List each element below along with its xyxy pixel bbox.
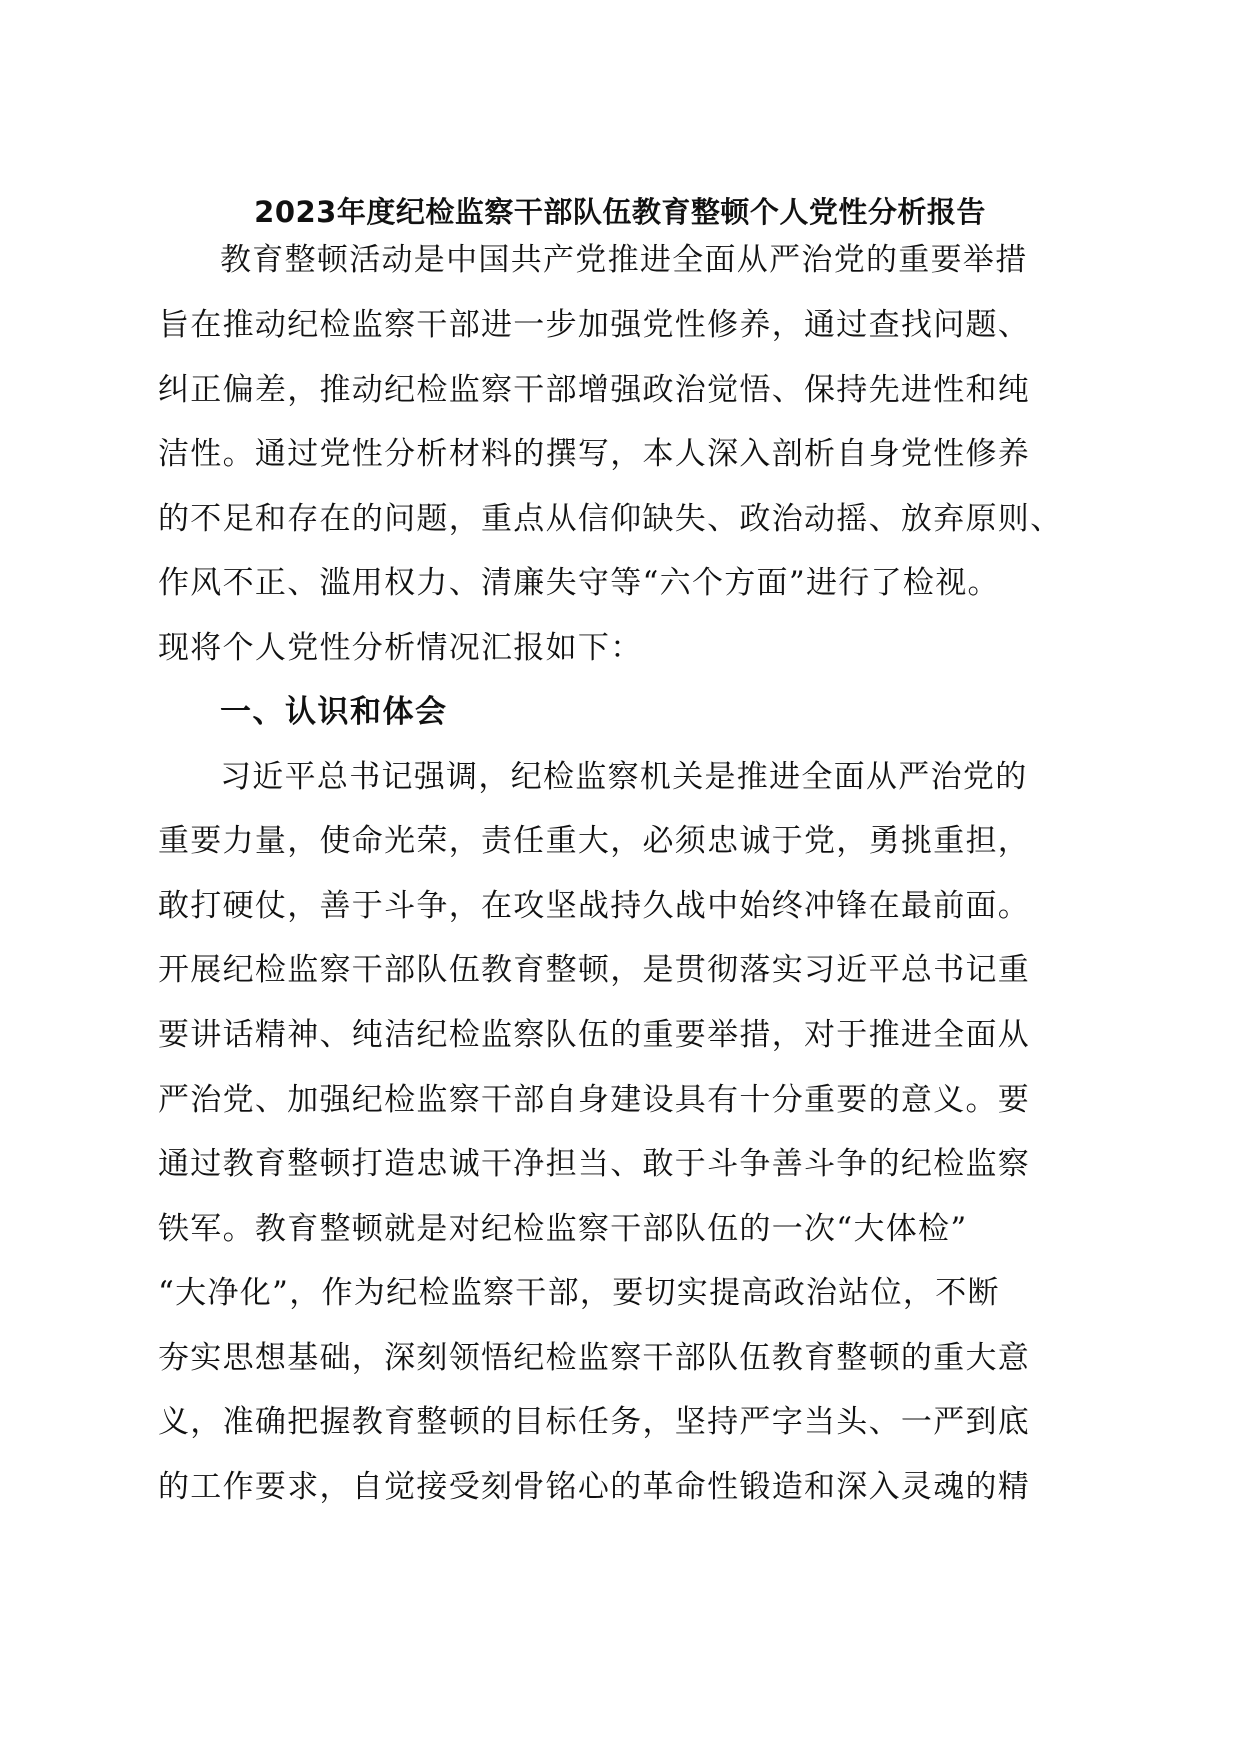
section-line: 铁军。教育整顿就是对纪检监察干部队伍的一次“大体检”	[158, 1211, 968, 1247]
intro-line: 现将个人党性分析情况汇报如下：	[158, 630, 643, 666]
intro-line: 作风不正、滥用权力、清廉失守等“六个方面”进行了检视。	[158, 565, 1000, 601]
intro-line: 的不足和存在的问题，重点从信仰缺失、政治动摇、放弃原则、	[158, 501, 1063, 537]
section-line: 通过教育整顿打造忠诚干净担当、敢于斗争善斗争的纪检监察	[158, 1146, 1031, 1182]
intro-line: 教育整顿活动是中国共产党推进全面从严治党的重要举措	[220, 242, 1028, 278]
section-line: “大净化”，作为纪检监察干部，要切实提高政治站位，不断	[158, 1275, 1000, 1311]
intro-line: 旨在推动纪检监察干部进一步加强党性修养，通过查找问题、	[158, 307, 1031, 343]
section-line: 开展纪检监察干部队伍教育整顿，是贯彻落实习近平总书记重	[158, 952, 1031, 988]
section-line: 重要力量，使命光荣，责任重大，必须忠诚于党，勇挑重担，	[158, 823, 1031, 859]
section-line: 要讲话精神、纯洁纪检监察队伍的重要举措，对于推进全面从	[158, 1017, 1031, 1053]
section-line: 夯实思想基础，深刻领悟纪检监察干部队伍教育整顿的重大意	[158, 1340, 1031, 1376]
section-line: 的工作要求，自觉接受刻骨铭心的革命性锻造和深入灵魂的精	[158, 1469, 1031, 1505]
section-line: 敢打硬仗，善于斗争，在攻坚战持久战中始终冲锋在最前面。	[158, 888, 1031, 924]
section-heading: 一、认识和体会	[220, 694, 448, 730]
section-line: 严治党、加强纪检监察干部自身建设具有十分重要的意义。要	[158, 1082, 1031, 1118]
section-line: 义，准确把握教育整顿的目标任务，坚持严字当头、一严到底	[158, 1404, 1031, 1440]
intro-line: 洁性。通过党性分析材料的撰写，本人深入剖析自身党性修养	[158, 436, 1031, 472]
intro-line: 纠正偏差，推动纪检监察干部增强政治觉悟、保持先进性和纯	[158, 372, 1031, 408]
document-title: 2023年度纪检监察干部队伍教育整顿个人党性分析报告	[254, 195, 986, 229]
section-line: 习近平总书记强调，纪检监察机关是推进全面从严治党的	[220, 759, 1028, 795]
